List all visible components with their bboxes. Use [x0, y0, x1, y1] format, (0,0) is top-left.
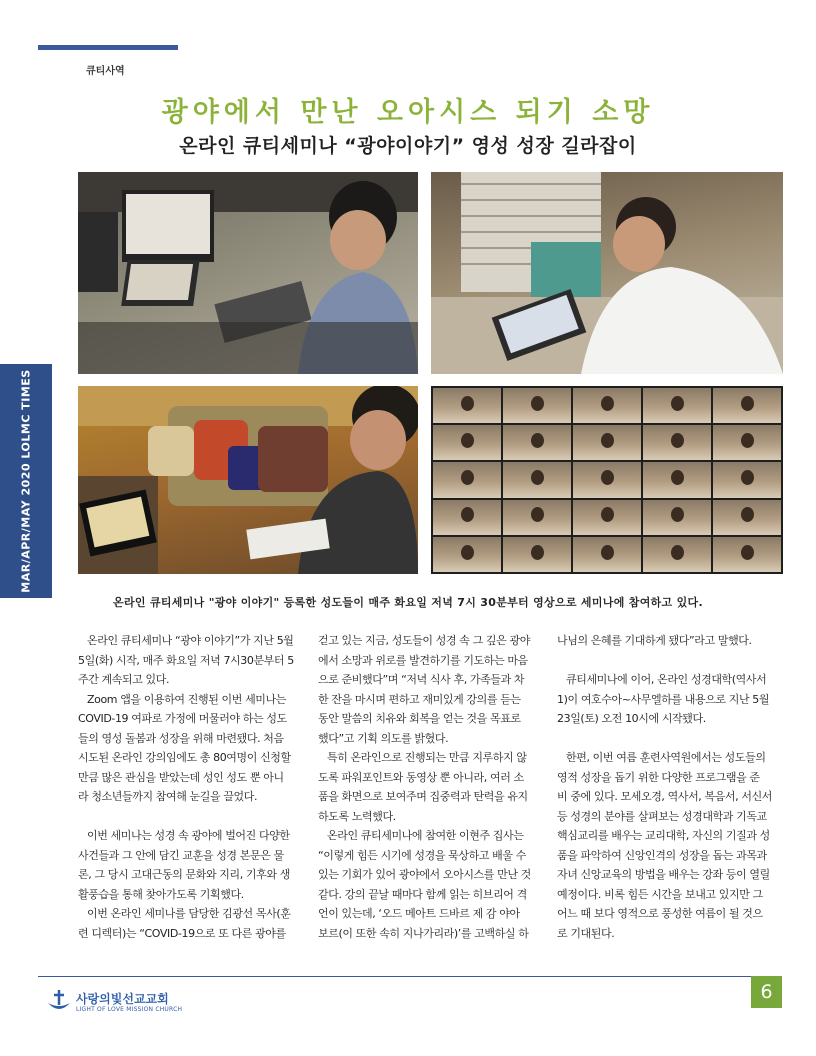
body-text-line: [557, 729, 783, 749]
body-column-2: [318, 631, 542, 943]
zoom-participant-tile: [713, 537, 781, 572]
zoom-participant-tile: [573, 462, 641, 497]
photo-caption: 온라인 큐티세미나 "광야 이야기" 등록한 성도들이 매주 화요일 저녁 7시 30분부터 영상으로 세미나에 참여하고 있다.: [113, 596, 703, 609]
photo-zoom-gallery: [431, 386, 783, 574]
body-column-3: [557, 631, 783, 943]
body-text-line: 보르(이 또한 속히 지나가리라)’를 고백하실 하: [318, 926, 529, 940]
body-text-line: 론, 그 당시 고대근동의 문화와 지리, 기후와 생: [78, 868, 290, 881]
body-text-line: 동안 말씀의 치유와 회복을 얻는 것을 목표로: [318, 712, 521, 725]
zoom-participant-tile: [573, 388, 641, 423]
article-title: 광야에서 만난 오아시스 되기 소망: [161, 97, 655, 128]
body-column-1: [78, 631, 304, 943]
body-text-line: 5일(화) 시작, 매주 화요일 저녁 7시30분부터 5: [78, 653, 294, 667]
photo-man-at-desk-laptop: [78, 172, 418, 374]
body-text-line: 품을 화면으로 보여주며 집중력과 탄력을 유지: [318, 790, 528, 803]
photo-man-on-couch-laptop: [78, 386, 418, 574]
church-name-english: LIGHT OF LOVE MISSION CHURCH: [76, 1006, 183, 1013]
zoom-participant-tile: [433, 500, 501, 535]
zoom-participant-tile: [643, 537, 711, 572]
zoom-participant-tile: [573, 537, 641, 572]
body-text-line: 이번 세미나는 성경 속 광야에 벌어진 다양한: [87, 829, 290, 842]
church-logo-icon: [46, 989, 72, 1013]
body-text-line: 어느 때 보다 영적으로 풍성한 여름이 될 것으: [557, 907, 763, 920]
zoom-participant-tile: [503, 462, 571, 497]
zoom-participant-tile: [503, 500, 571, 535]
zoom-participant-tile: [713, 388, 781, 423]
body-text-line: [78, 807, 304, 827]
body-text-line: 언이 있는데, ‘오드 메아트 드바르 제 감 야아: [318, 907, 520, 920]
body-text-line: 활풍습을 통해 찾아가도록 기획했다.: [78, 887, 244, 901]
body-text-line: [557, 651, 783, 671]
body-text-line: 로 기대된다.: [557, 926, 615, 940]
zoom-participant-tile: [713, 462, 781, 497]
body-text-line: 만큼 많은 관심을 받았는데 성인 성도 뿐 아니: [78, 770, 284, 784]
body-text-line: 1)이 여호수아~사무엘하를 내용으로 지난 5월: [557, 692, 770, 706]
photo-man-with-tablet: [431, 172, 783, 374]
body-text-line: 등 성경의 분야를 살펴보는 성경대학과 기독교: [557, 809, 767, 823]
page-number: 6: [751, 976, 782, 1008]
body-text-line: 영적 성장을 돕기 위한 다양한 프로그램을 준: [557, 770, 760, 784]
body-text-line: 에서 소망과 위로를 발견하기를 기도하는 마음: [318, 653, 528, 667]
body-text-line: 사건들과 그 안에 담긴 교훈을 성경 본문은 물: [78, 848, 284, 862]
body-text-line: 시도된 온라인 강의임에도 총 80여명이 신청할: [78, 751, 291, 764]
body-text-line: 이번 온라인 세미나를 담당한 김광선 목사(훈: [87, 907, 291, 920]
zoom-participant-tile: [433, 425, 501, 460]
body-text-line: 들의 영성 돌봄과 성장을 위해 마련됐다. 처음: [78, 731, 284, 745]
zoom-participant-tile: [643, 425, 711, 460]
zoom-participant-tile: [643, 388, 711, 423]
body-text-line: 특히 온라인으로 진행되는 만큼 지루하지 않: [327, 751, 527, 764]
body-text-line: 온라인 큐티세미나에 참여한 이현주 집사는: [327, 829, 524, 842]
zoom-participant-tile: [573, 500, 641, 535]
zoom-participant-tile: [573, 425, 641, 460]
zoom-participant-tile: [503, 425, 571, 460]
body-text-line: 한 잔을 마시며 편하고 재미있게 강의를 듣는: [318, 692, 521, 706]
zoom-participant-tile: [643, 462, 711, 497]
body-text-line: 품을 파악하여 신앙인격의 성장을 돕는 과목과: [557, 848, 767, 862]
side-tab-text: MAR/APR/MAY 2020 LOLMC TIMES: [19, 369, 33, 593]
zoom-participant-tile: [433, 388, 501, 423]
body-text-line: 예정이다. 비록 힘든 시간을 보내고 있지만 그: [557, 887, 763, 901]
body-text-line: 했다”고 기획 의도를 밝혔다.: [318, 731, 449, 745]
church-name: 사랑의빛선교교회: [76, 992, 169, 1006]
body-text-line: 으로 준비했다”며 “저녁 식사 후, 가족들과 차: [318, 673, 525, 686]
body-text-line: 23일(토) 오전 10시에 시작됐다.: [557, 712, 706, 725]
body-text-line: 걷고 있는 지금, 성도들이 성경 속 그 깊은 광야: [318, 634, 530, 647]
body-text-line: 온라인 큐티세미나 “광야 이야기”가 지난 5월: [87, 634, 294, 647]
zoom-participant-tile: [433, 537, 501, 572]
section-label: 큐티사역: [86, 66, 125, 77]
body-text-line: 한편, 이번 여름 훈련사역원에서는 성도들의: [566, 751, 766, 764]
header-rule: [38, 45, 178, 50]
zoom-participant-tile: [643, 500, 711, 535]
body-text-line: 같다. 강의 끝날 때마다 함께 읽는 히브리어 격: [318, 887, 527, 901]
body-text-line: 있는 기회가 있어 광야에서 오아시스를 만난 것: [318, 868, 531, 881]
body-text-line: “이렇게 힘든 시기에 성경을 묵상하고 배울 수: [318, 848, 526, 862]
body-text-line: 라 청소년들까지 참여해 눈길을 끌었다.: [78, 790, 258, 803]
body-text-line: COVID-19 여파로 가정에 머물러야 하는 성도: [78, 712, 287, 725]
body-text-line: 주간 계속되고 있다.: [78, 673, 170, 686]
zoom-participant-tile: [433, 462, 501, 497]
zoom-participant-tile: [713, 425, 781, 460]
body-text-line: 하도록 노력했다.: [318, 809, 396, 823]
body-text-line: 나님의 은혜를 기대하게 됐다”라고 말했다.: [557, 634, 752, 647]
zoom-participant-tile: [503, 537, 571, 572]
body-text-line: 핵심교리를 배우는 교리대학, 자신의 기질과 성: [557, 829, 770, 842]
body-text-line: Zoom 앱을 이용하여 진행된 이번 세미나는: [87, 692, 286, 706]
zoom-participant-tile: [503, 388, 571, 423]
body-text-line: 련 디렉터)는 “COVID-19으로 또 다른 광야를: [78, 926, 286, 940]
body-text-line: 비 중에 있다. 모세오경, 역사서, 복음서, 서신서: [557, 790, 773, 803]
article-subtitle: 온라인 큐티세미나 “광야이야기” 영성 성장 길라잡이: [179, 135, 637, 157]
body-text-line: 자녀 신앙교육의 방법을 배우는 강좌 등이 열릴: [557, 868, 770, 881]
body-text-line: 큐티세미나에 이어, 온라인 성경대학(역사서: [566, 673, 767, 686]
footer-rule: [38, 976, 782, 977]
body-text-line: 도록 파워포인트와 동영상 뿐 아니라, 여러 소: [318, 770, 524, 784]
zoom-participant-tile: [713, 500, 781, 535]
